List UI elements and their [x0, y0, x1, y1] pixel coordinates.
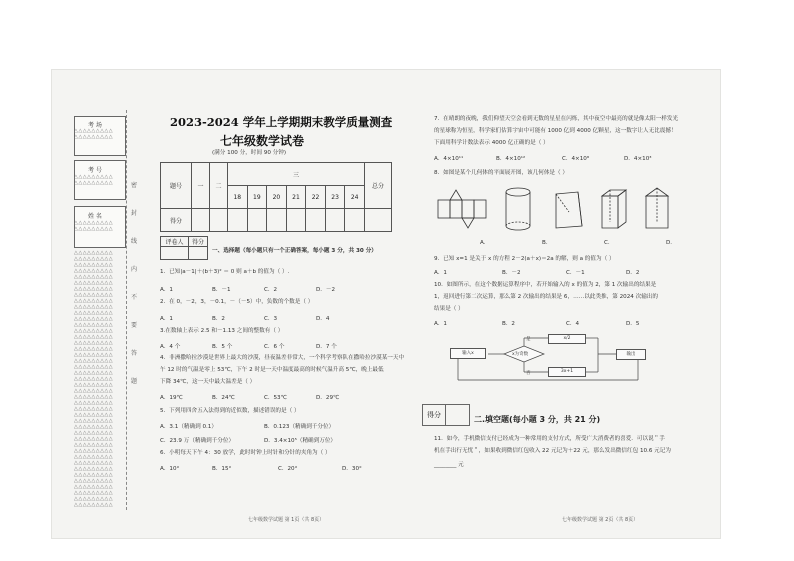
score-table-subcol: 20: [267, 186, 287, 209]
section1-title: 一、选择题（每小题只有一个正确答案，每小题 3 分，共 30 分）: [212, 248, 377, 254]
option: B．24℃: [212, 395, 235, 401]
score-cell: [247, 209, 267, 232]
score-cell: [306, 209, 326, 232]
option: D．3.4×10⁵（精确到万位）: [264, 438, 337, 444]
option: A．4×10¹¹: [434, 156, 464, 162]
figure-label: B.: [542, 240, 548, 246]
option: D．4×10³: [624, 156, 652, 162]
flow-no: 否: [526, 371, 531, 376]
flow-op1: x/2: [548, 334, 586, 344]
score-cell: [228, 209, 248, 232]
question-stem: 7．在晴朗的夜晚，我们仰望天空会看到无数的星星在闪烁，其中夜空中最亮的就是像太阳一样发光: [434, 116, 679, 122]
cuboid-figure: [602, 190, 626, 228]
option: A．1: [160, 287, 173, 293]
option: D．4: [316, 316, 330, 322]
seal-dashed-line: [126, 110, 128, 510]
score-cell: [161, 247, 189, 260]
seal-char: 不: [130, 294, 137, 301]
footer-right: 七年级数学试题 第 2页（共 8页）: [562, 517, 639, 523]
score-table-subcol: 23: [325, 186, 345, 209]
score-cell: [286, 209, 306, 232]
section2-score-label: 得分: [423, 405, 446, 425]
triangle-pattern-4: △△△△△△△△△ △△△△△△△△△ △△△△△△△△△ △△△△△△△△△ △△△△△△△△△ △△△△△△△△△ △△△△△△△△△ △△△△△△△△△ △△△△△△△△△ △△△△△△△△△ △△△△△△△△△ △△△△△△△△△ △△△△△△△△△ △△△△△△△△△ △△△△△△△△△ △△△△△△△△△ △△△△△△△△△ △△△△△△△△△ △△△△△△△△△ △△△△△△△△△ △△△△△△△△△ △△△△△△△△△ △△△△△△△△△ △△△△△△△△△ △△△△△△△△△ △△△△△△△△△ △△△△△△△△△ △△△△△△△△△ △△△△△△△△△ △△△△△△△△△ △△△△△△△△△ △△△△△△△△△ △△△△△△△△△ △△△△△△△△△ △△△△△△△△△ △△△△△△△△△ △△△△△△△△△ △△△△△△△△△ △△△△△△△△△ △△△△△△△△△ △△△△△△△△△ △△△△△△△△△ △△△△△△△△△: [74, 250, 114, 508]
triangle-pattern-2: △△△△△△△△△ △△△△△△△△△: [74, 174, 114, 186]
seal-char: 封: [130, 210, 137, 217]
option: A．1: [160, 316, 173, 322]
question-stem: 3.在数轴上表示 2.5 和－1.13 之间的整数有（ ）: [160, 328, 284, 334]
option: B．2: [502, 321, 515, 327]
score-table-subcol: 22: [306, 186, 326, 209]
option: C．－1: [566, 270, 585, 276]
section2-score-box: [422, 404, 470, 426]
option: D．29℃: [316, 395, 340, 401]
section2-title: 二.填空题(每小题 3 分，共 21 分): [474, 415, 601, 424]
option: A．1: [434, 321, 447, 327]
seal-char: 题: [130, 378, 137, 385]
option: D．－2: [316, 287, 336, 293]
footer-left: 七年级数学试题 第 1页（共 8页）: [248, 517, 325, 523]
option: D．30°: [342, 466, 362, 472]
seal-char: 线: [130, 238, 137, 245]
score-cell: [365, 209, 392, 232]
option: C．4×10⁸: [562, 156, 590, 162]
score-table-label: 得分: [161, 209, 192, 232]
score-cell: [210, 209, 228, 232]
option: B．－1: [212, 287, 231, 293]
question-stem-cont: 的星球称为恒星，科学家们估算宇宙中可能有 1000 亿到 4000 亿颗星，这一数字让人无比震撼！: [434, 128, 677, 134]
net-figure: [438, 190, 486, 228]
question-stem: 6．小明每天下午 4：30 放学，此时时钟上时针和分针的夹角为（ ）: [160, 450, 331, 456]
score-cell: [325, 209, 345, 232]
score-table-col: 二: [210, 163, 228, 209]
option: B．－2: [502, 270, 521, 276]
name-label: 姓 名: [88, 213, 102, 220]
seal-char: 答: [130, 350, 137, 357]
exam-sheet: [52, 70, 720, 538]
flow-input: 输入x: [450, 348, 486, 359]
seal-char: 要: [130, 322, 137, 329]
option: D．7 个: [316, 344, 337, 350]
option: B．5 个: [212, 344, 233, 350]
grader-label: 评卷人: [161, 237, 189, 247]
question-stem: 4．非洲撒哈拉沙漠是世界上最大的沙漠，昼夜温差非常大，一个科学考察队在撒哈拉沙漠某一天中: [160, 355, 405, 361]
score-cell: [267, 209, 287, 232]
question-stem: 8．如图是某个几何体的平面展开图，该几何体是（ ）: [434, 170, 568, 176]
option: D．5: [626, 321, 640, 327]
score-table-col: 一: [192, 163, 210, 209]
question-stem: 2．在 0，－2，3，－0.1，－（－5）中，负数的个数是（ ）: [160, 299, 314, 305]
question-stem-cont: 下面用科学计数法表示 4000 亿正确的是（ ）: [434, 140, 549, 146]
flow-yes: 是: [526, 337, 531, 342]
score-table-col: 三: [228, 163, 365, 186]
q11-line1: 11．如今，手机微信支付已经成为一种常用的支付方式，所受广大消费者的喜爱．可以说＂手: [434, 436, 665, 442]
score-table: [160, 162, 392, 232]
q11-line2: 机在手出行无忧＂，如果收到微信红包收入 22 元记为＋22 元，那么发出微信红包 10.6 元记为: [434, 448, 671, 454]
q11-line3: ________ 元: [434, 462, 464, 468]
exam-subtitle: 七年级数学试卷: [220, 134, 305, 148]
option: A．1: [434, 270, 447, 276]
score-cell: [188, 247, 207, 260]
option: C．6 个: [264, 344, 285, 350]
figure-label: C.: [604, 240, 610, 246]
flow-op2: 3x+1: [548, 367, 586, 377]
triangle-pattern-3: △△△△△△△△△ △△△△△△△△△: [74, 220, 114, 232]
option: A．4 个: [160, 344, 181, 350]
exam-room-label: 考 场: [88, 122, 102, 129]
option: C．3: [264, 316, 278, 322]
option: B．15°: [212, 466, 232, 472]
option: B．0.123（精确到千分位）: [264, 424, 335, 430]
figure-label: D.: [666, 240, 673, 246]
grader-table: [160, 236, 208, 260]
exam-number-label: 考 号: [88, 167, 102, 174]
question-stem-cont: 下降 34℃，这一天中最大温差是（ ）: [160, 379, 256, 385]
option: A．10°: [160, 466, 180, 472]
cylinder-figure: [506, 188, 530, 230]
option: B．4×10¹²: [496, 156, 526, 162]
figure-label: A.: [480, 240, 486, 246]
score-table-subcol: 24: [345, 186, 365, 209]
grader-score-label: 得分: [188, 237, 207, 247]
question-stem: 10．如图所示，在这个数据运算程序中，若开始输入的 x 的值为 2，第 1 次输出的结果是: [434, 282, 657, 288]
flow-output: 输出: [616, 349, 646, 360]
score-table-subcol: 21: [286, 186, 306, 209]
geometry-figures: [432, 182, 732, 244]
option: A．3.1（精确到 0.1）: [160, 424, 217, 430]
question-stem-cont: 午 12 时的气温是零上 53℃，下午 2 时是一天中温度最高的时候气温升高 5℃，晚上最低: [160, 367, 384, 373]
exam-info: (满分 100 分，时间 90 分钟): [212, 150, 287, 156]
flow-condition: x为奇数: [512, 352, 529, 357]
question-stem: 1．已知|a－1|＋(b＋3)² ＝ 0 则 a＋b 的值为（ ）.: [160, 269, 290, 275]
score-cell: [345, 209, 365, 232]
question-stem: 5．下列用四舍五入法得到的近似数，描述错误的是（ ）: [160, 408, 300, 414]
score-table-subcol: 18: [228, 186, 248, 209]
option: C．20°: [278, 466, 298, 472]
question-stem: 9．已知 x=1 是关于 x 的方程 2－2(a＋x)＝2a 的解，则 a 的值为（ ）: [434, 256, 615, 262]
seal-char: 密: [130, 182, 137, 189]
option: D．2: [626, 270, 640, 276]
option: B．2: [212, 316, 225, 322]
triangular-prism-figure: [646, 188, 668, 228]
score-cell: [192, 209, 210, 232]
option: C．4: [566, 321, 580, 327]
option: C．53℃: [264, 395, 287, 401]
seal-char: 内: [130, 266, 137, 273]
option: C．2: [264, 287, 278, 293]
score-table-subcol: 19: [247, 186, 267, 209]
score-table-total: 总分: [365, 163, 392, 209]
question-stem-cont: 结果是（ ）: [434, 306, 464, 312]
option: A．19℃: [160, 395, 183, 401]
pyramid-figure: [556, 192, 582, 228]
exam-title: 2023-2024 学年上学期期末教学质量测查: [170, 115, 393, 129]
option: C．23.9 万（精确到千分位）: [160, 438, 235, 444]
triangle-pattern-1: △△△△△△△△△ △△△△△△△△△: [74, 128, 114, 140]
question-stem-cont: 1，返回进行第二次运算，那么第 2 次输出的结果是 6，……以此类推，第 2024 次输出的: [434, 294, 658, 300]
score-table-label: 题号: [161, 163, 192, 209]
